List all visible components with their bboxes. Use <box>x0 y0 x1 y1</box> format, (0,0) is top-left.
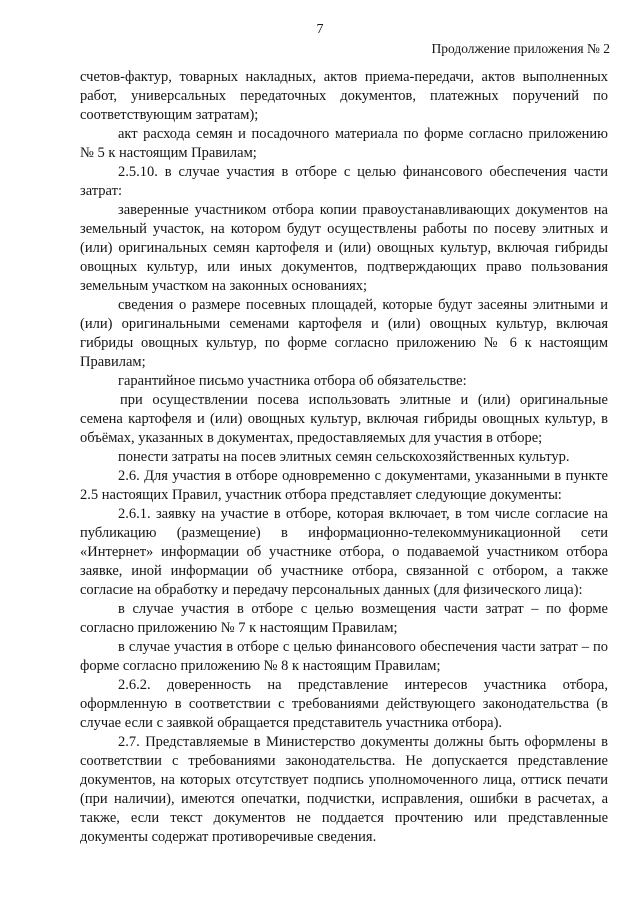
page-number: 7 <box>316 22 324 37</box>
paragraph: 2.6.2. доверенность на представление интересов участника отбора, оформленную в соответствии с требованиями действующего законодательства (в случае если с заявкой обращается представитель участника отбора). <box>80 677 608 731</box>
paragraph: при осуществлении посева использовать элитные и (или) оригинальные семена картофеля и (или) овощных культур, включая гибриды овощных культур, в объёмах, указанных в документах, предоставляемых для участия в отборе; <box>80 392 608 446</box>
paragraph: 2.6. Для участия в отборе одновременно с документами, указанными в пункте 2.5 настоящих Правил, участник отбора представляет следующие документы: <box>80 468 608 503</box>
paragraph: 2.5.10. в случае участия в отборе с целью финансового обеспечения части затрат: <box>80 164 608 199</box>
paragraph: заверенные участником отбора копии правоустанавливающих документов на земельный участок, на котором будут осуществлены работы по посеву элитных и (или) оригинальных семян картофеля и (или) овощных культур, включая гибриды овощных культур, или иных документов, подтверждающих право пользования земельным участком на законных основаниях; <box>80 202 608 294</box>
paragraph: 2.6.1. заявку на участие в отборе, которая включает, в том числе согласие на публикацию (размещение) в информационно-телекоммуникационной сети «Интернет» информации об участнике отбора, о подаваемой участником отбора заявке, иной информации об участнике отбора, связанной с отбором, а также согласие на обработку и передачу персональных данных (для физического лица): <box>80 506 608 598</box>
document-body <box>80 68 608 847</box>
paragraph: акт расхода семян и посадочного материала по форме согласно приложению № 5 к настоящим Правилам; <box>80 126 608 161</box>
appendix-continuation-note: Продолжение приложения № 2 <box>431 41 610 56</box>
paragraph: сведения о размере посевных площадей, которые будут засеяны элитными и (или) оригинальными семенами картофеля и (или) овощных культур, включая гибриды овощных культур, по форме согласно приложению № 6 к настоящим Правилам; <box>80 297 608 370</box>
paragraph: гарантийное письмо участника отбора об обязательстве: <box>118 373 467 389</box>
paragraph: счетов-фактур, товарных накладных, актов приема-передачи, актов выполненных работ, универсальных передаточных документов, платежных поручений по соответствующим затратам); <box>80 69 608 123</box>
paragraph: 2.7. Представляемые в Министерство документы должны быть оформлены в соответствии с требованиями законодательства. Не допускается представление документов, на которых отсутствует подпись уполномоченного лица, оттиск печати (при наличии), имеются опечатки, подчистки, исправления, ошибки в расчетах, а также, если текст документов не поддается прочтению или представленные документы содержат противоречивые сведения. <box>80 734 608 845</box>
paragraph: в случае участия в отборе с целью возмещения части затрат – по форме согласно приложению № 7 к настоящим Правилам; <box>80 601 608 636</box>
paragraph: в случае участия в отборе с целью финансового обеспечения части затрат – по форме согласно приложению № 8 к настоящим Правилам; <box>80 639 608 674</box>
paragraph: понести затраты на посев элитных семян сельскохозяйственных культур. <box>118 449 570 465</box>
